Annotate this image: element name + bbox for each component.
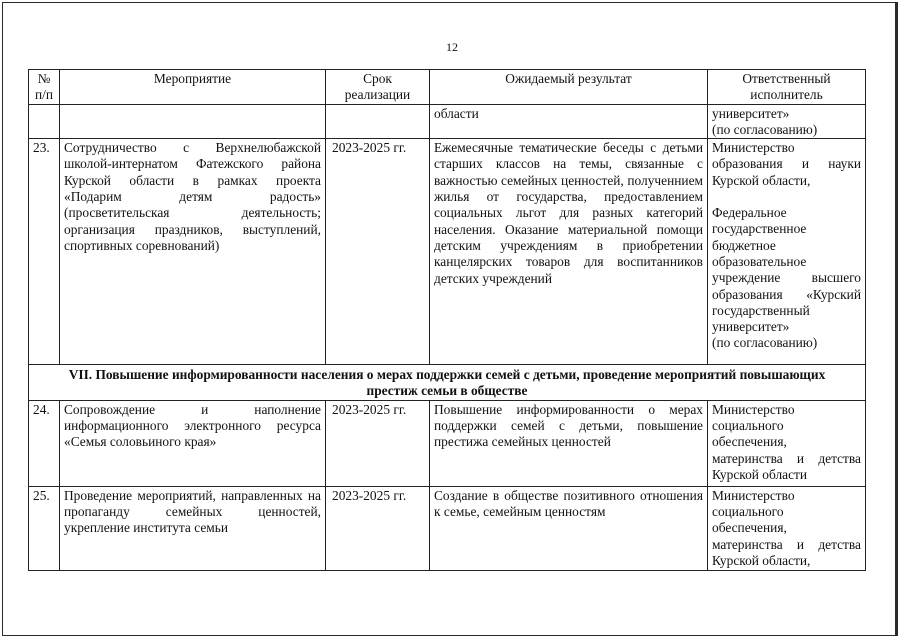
measures-table [28, 69, 866, 571]
responsible-ministry: Министерство социального обеспечения, [712, 487, 795, 536]
cell-number: 25. [29, 486, 60, 570]
responsible-university: Федеральное государственное бюджетное образовательное учреждение высшего образования «Курский государственный университет» [712, 205, 861, 335]
table-header-row [29, 70, 866, 105]
responsible-ministry: Министерство образования и науки Курской области, [712, 140, 861, 188]
column-header-result: Ожидаемый результат [430, 70, 708, 105]
cell-number: 23. [29, 139, 60, 365]
table-row-24 [29, 400, 866, 486]
cell-result: Создание в обществе позитивного отношения к семье, семейным ценностям [430, 486, 708, 570]
responsible-line: (по согласованию) [712, 121, 818, 137]
cell-period: 2023-2025 гг. [326, 400, 430, 486]
column-header-responsible: Ответственный исполнитель [708, 70, 866, 105]
responsible-department: материнства и детства Курской области, [712, 536, 861, 568]
cell-event [60, 104, 326, 139]
cell-responsible [708, 139, 866, 365]
cell-event: Проведение мероприятий, направленных на пропаганду семейных ценностей, укрепление института семьи [60, 486, 326, 570]
cell-responsible [708, 486, 866, 570]
cell-number: 24. [29, 400, 60, 486]
cell-period: 2023-2025 гг. [326, 139, 430, 365]
table-row-continued [29, 104, 866, 139]
responsible-spacer [712, 189, 861, 205]
table-row-25 [29, 486, 866, 570]
responsible-ministry: Министерство социального обеспечения, [712, 401, 795, 450]
cell-result: области [430, 104, 708, 139]
responsible-department: материнства и детства Курской области [712, 450, 861, 482]
column-header-number: № п/п [29, 70, 60, 105]
cell-period: 2023-2025 гг. [326, 486, 430, 570]
cell-result: Повышение информированности о мерах поддержки семей с детьми, повышение престижа семейных ценностей [430, 400, 708, 486]
page-number: 12 [446, 40, 458, 54]
column-header-period: Срок реализации [326, 70, 430, 105]
table-row-23 [29, 139, 866, 365]
cell-event: Сотрудничество с Верхнелюбажской школой-интернатом Фатежского района Курской области в рамках проекта «Подарим детям радость» (просветительская деятельность; организация праздников, выступлений, спортивных соревнований) [60, 139, 326, 365]
column-header-event: Мероприятие [60, 70, 326, 105]
responsible-note: (по согласованию) [712, 335, 818, 351]
cell-result: Ежемесячные тематические беседы с детьми старших классов на темы, связанные с важностью семейных ценностей, полученнием жилья от государства, предоставлением социальных льгот для разных категорий населения. Оказание материальной помощи детским учреждениям в приобретении канцелярских товаров для воспитанников детских учреждений [430, 139, 708, 365]
cell-period [326, 104, 430, 139]
cell-responsible [708, 104, 866, 139]
cell-event: Сопровождение и наполнение информационного электронного ресурса «Семья соловьиного края» [60, 400, 326, 486]
responsible-line: университет» [712, 105, 790, 121]
section-title: VII. Повышение информированности населения о мерах поддержки семей с детьми, проведение мероприятий повышающих престиж семьи в обществе [29, 365, 866, 401]
section-header-row [29, 365, 866, 401]
cell-responsible [708, 400, 866, 486]
cell-number [29, 104, 60, 139]
